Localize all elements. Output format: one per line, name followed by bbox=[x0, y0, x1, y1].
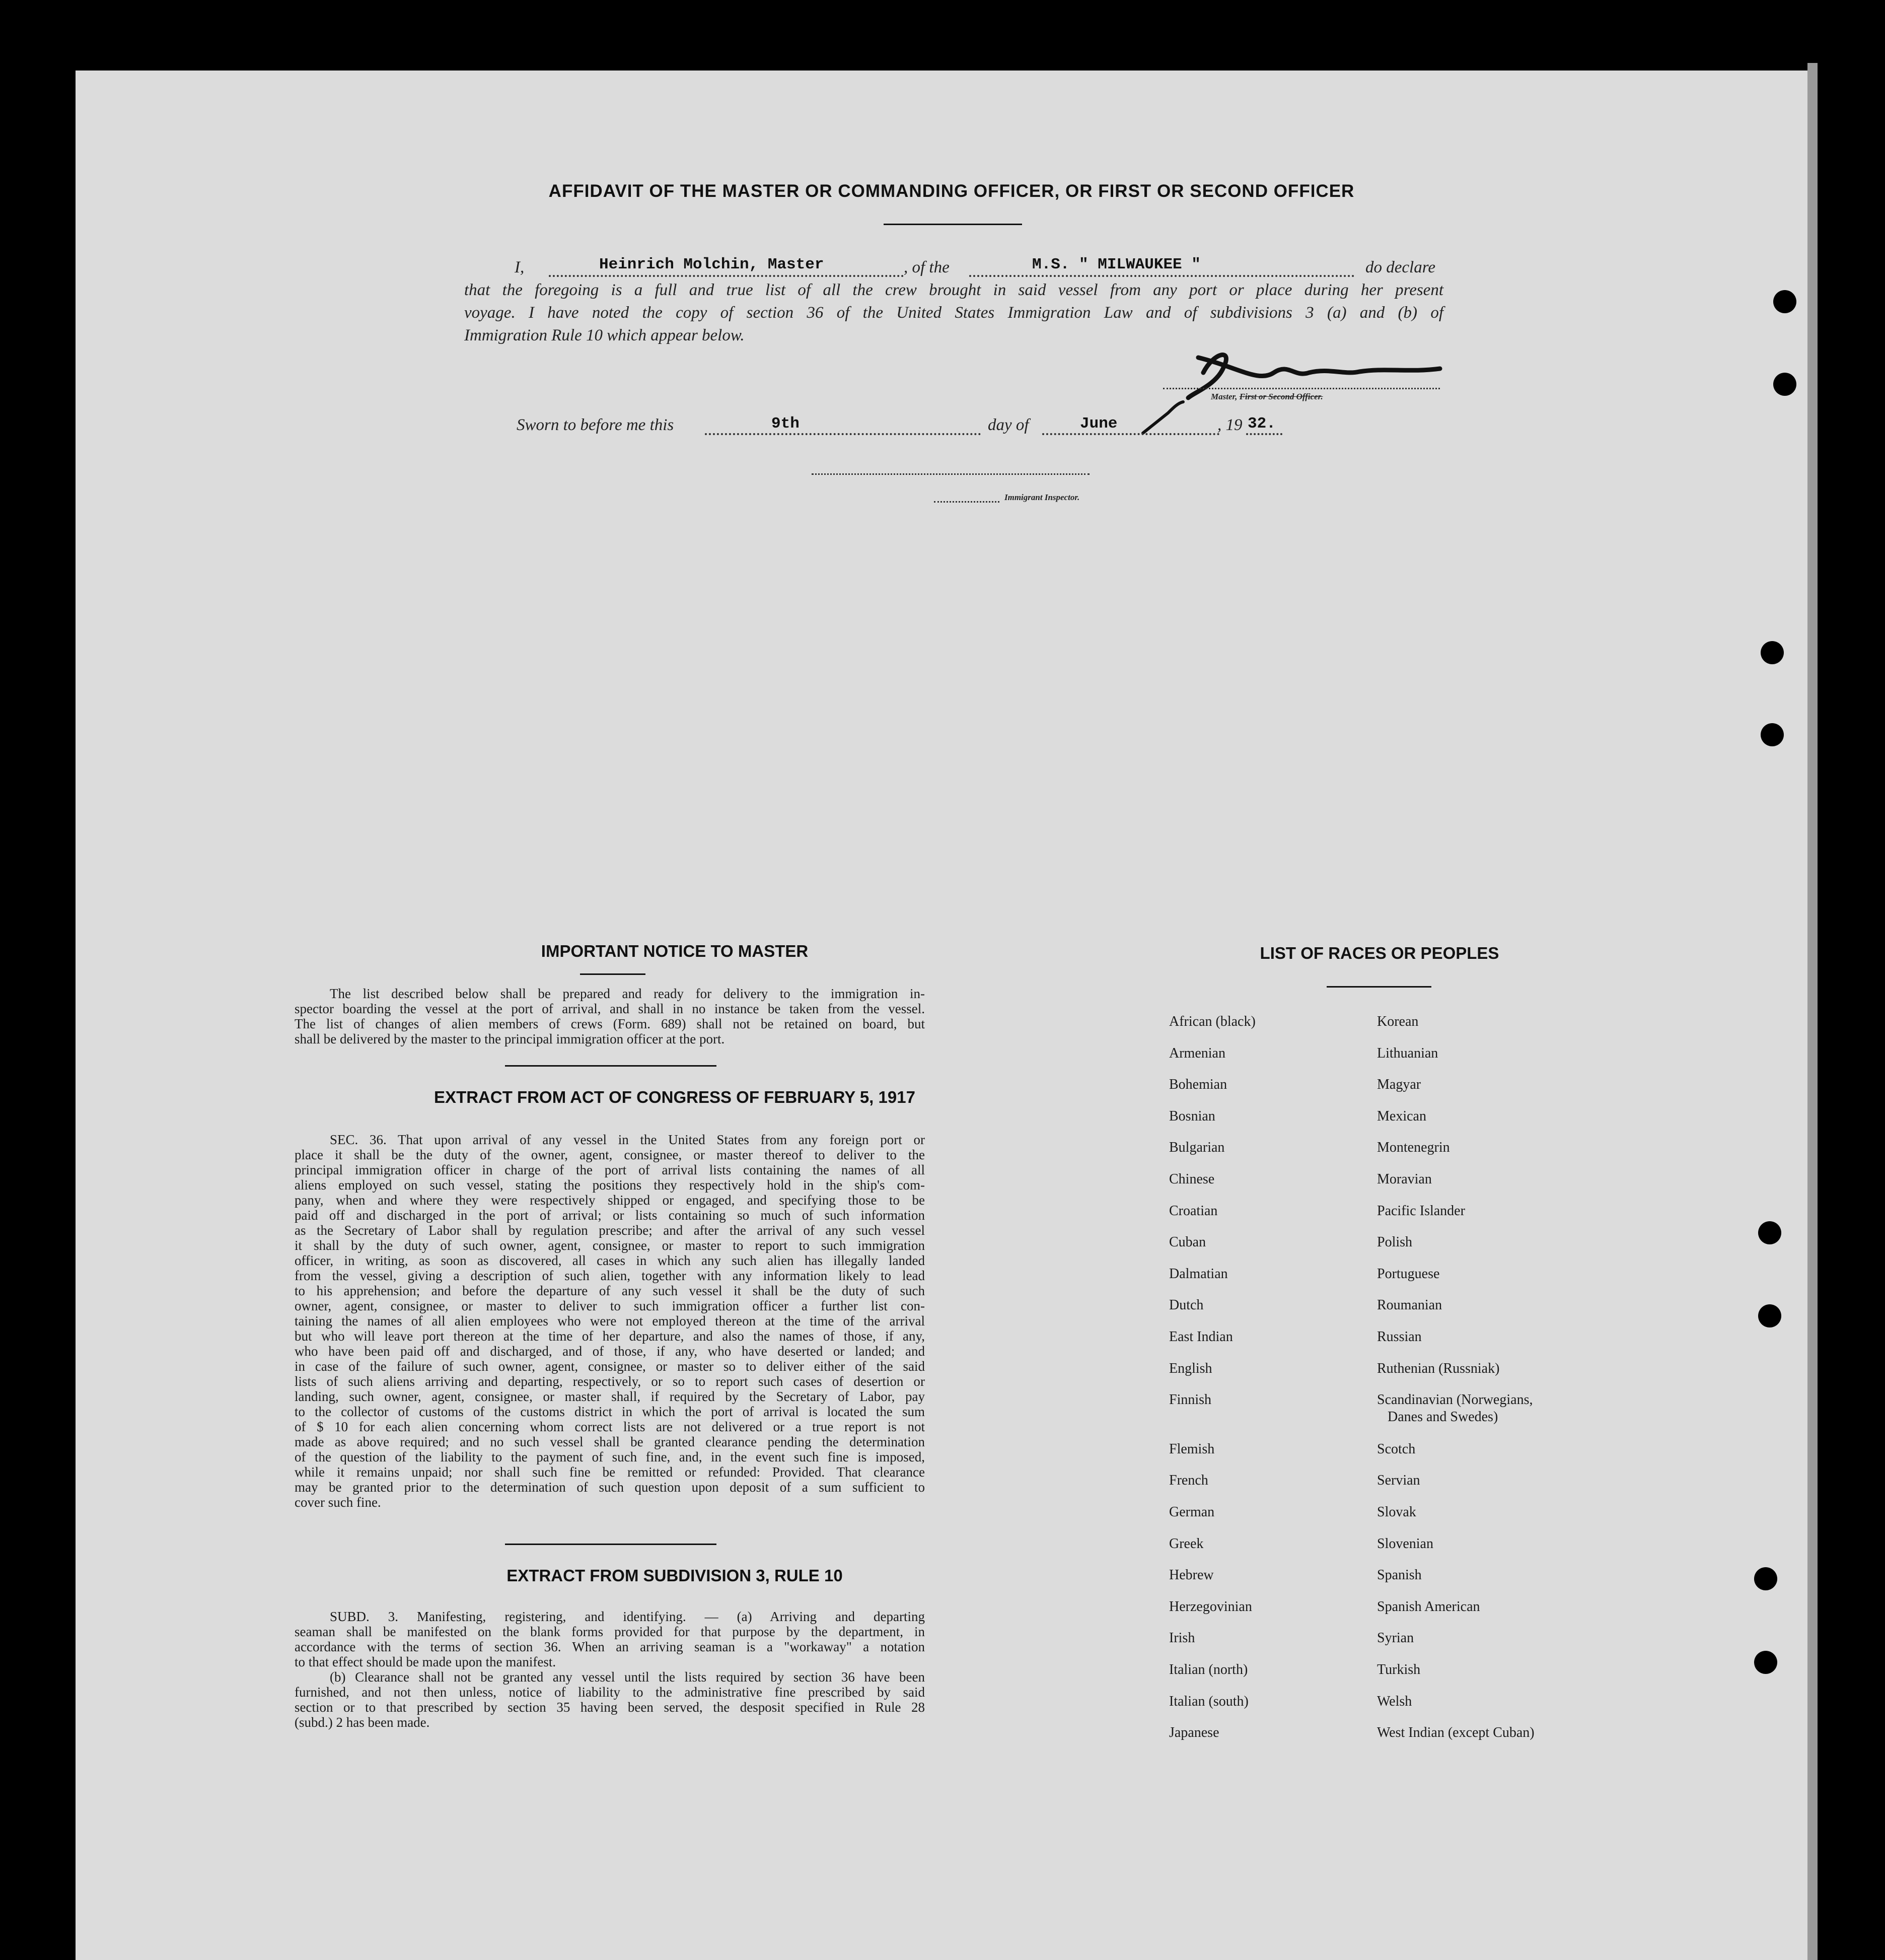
act-line: lists of such aliens arriving and departing, respectively, or so to report such cases of desertion or bbox=[295, 1374, 925, 1389]
race-item: Magyar bbox=[1377, 1077, 1421, 1092]
rule-line: furnished, and not then unless, notice of liability to the administrative fine prescribed by said bbox=[295, 1685, 925, 1700]
caption-struck-officer: First or Second Officer. bbox=[1239, 392, 1323, 401]
race-item: Polish bbox=[1377, 1234, 1413, 1250]
race-item: Flemish bbox=[1169, 1441, 1215, 1457]
race-item: Slovak bbox=[1377, 1504, 1416, 1520]
race-item: Turkish bbox=[1377, 1662, 1421, 1677]
punch-hole bbox=[1761, 723, 1784, 746]
rule-line: section or to that prescribed by section 35 having been served, the desposit specified in Rule 28 bbox=[295, 1700, 925, 1715]
vessel-field-line bbox=[969, 275, 1354, 277]
race-item: Servian bbox=[1377, 1473, 1420, 1488]
race-item: Mexican bbox=[1377, 1108, 1426, 1124]
year-field-line bbox=[1246, 433, 1282, 435]
race-item: Scotch bbox=[1377, 1441, 1416, 1457]
rule-line: (subd.) 2 has been made. bbox=[295, 1715, 430, 1730]
sworn-year-field: 32. bbox=[1248, 415, 1276, 433]
race-item: Korean bbox=[1377, 1014, 1419, 1029]
act-line: officer, in writing, as soon as discovered, all cases in which any such alien has illegally landed bbox=[295, 1253, 925, 1268]
race-item: Roumanian bbox=[1377, 1297, 1442, 1313]
vessel-name-field: M.S. " MILWAUKEE " bbox=[1032, 256, 1201, 273]
act-line: to his apprehension; and before the departure of any such vessel it shall be the duty of such bbox=[295, 1283, 925, 1298]
rule-line: seaman shall be manifested on the blank forms provided for that purpose by the department, in bbox=[295, 1624, 925, 1639]
races-underline bbox=[1327, 986, 1431, 988]
race-item: Welsh bbox=[1377, 1694, 1412, 1709]
race-item: Armenian bbox=[1169, 1045, 1225, 1061]
punch-hole bbox=[1773, 373, 1796, 396]
notice-line-2: spector boarding the vessel at the port of arrival, and shall in no instance be taken from the vessel. bbox=[295, 1001, 925, 1016]
act-line: paid off and discharged in the port of arrival; or lists containing so much of such information bbox=[295, 1208, 925, 1223]
race-item: Pacific Islander bbox=[1377, 1203, 1465, 1219]
race-item: Russian bbox=[1377, 1329, 1422, 1345]
affidavit-line-2: that the foregoing is a full and true list of all the crew brought in said vessel from any port or place during her present bbox=[464, 281, 1443, 299]
inspector-dotted-lead bbox=[934, 501, 999, 503]
race-item: Hebrew bbox=[1169, 1567, 1214, 1583]
affidavit-line-4: Immigration Rule 10 which appear below. bbox=[464, 326, 745, 344]
race-item: Finnish bbox=[1169, 1392, 1212, 1408]
sworn-day-field: 9th bbox=[771, 415, 800, 433]
punch-hole bbox=[1754, 1651, 1777, 1674]
race-item: Chinese bbox=[1169, 1171, 1215, 1187]
race-item: Montenegrin bbox=[1377, 1140, 1450, 1155]
page-edge bbox=[1807, 63, 1818, 1960]
race-item: Irish bbox=[1169, 1630, 1195, 1646]
race-item: Syrian bbox=[1377, 1630, 1414, 1646]
race-item: English bbox=[1169, 1361, 1212, 1376]
act-line: place it shall be the duty of the owner, agent, consignee, or master thereof to deliver to the bbox=[295, 1147, 925, 1162]
race-item: Lithuanian bbox=[1377, 1045, 1438, 1061]
race-item: Herzegovinian bbox=[1169, 1599, 1252, 1615]
act-title: EXTRACT FROM ACT OF CONGRESS OF FEBRUARY 5, 1917 bbox=[434, 1088, 915, 1106]
race-item: Cuban bbox=[1169, 1234, 1206, 1250]
inspector-label: Immigrant Inspector. bbox=[1004, 493, 1080, 502]
name-field-line bbox=[549, 275, 904, 277]
act-line: it shall by the duty of such owner, agent, consignee, or master to report to such immigration bbox=[295, 1238, 925, 1253]
act-line: to the collector of customs of the customs district in which the port of arrival is located the sum bbox=[295, 1404, 925, 1419]
signature-line bbox=[1163, 388, 1440, 389]
notice-underline bbox=[580, 973, 645, 975]
race-item: Dalmatian bbox=[1169, 1266, 1228, 1282]
sworn-label: Sworn to before me this bbox=[517, 416, 674, 434]
affidavit-i-label: I, bbox=[515, 258, 525, 276]
act-line: may be granted prior to the determination of such question upon deposit of a sum sufficient to bbox=[295, 1480, 925, 1495]
race-item: Spanish bbox=[1377, 1567, 1422, 1583]
race-item: Croatian bbox=[1169, 1203, 1218, 1219]
punch-hole bbox=[1773, 290, 1796, 313]
day-of-label: day of bbox=[988, 416, 1029, 434]
title-underline bbox=[884, 224, 1022, 225]
caption-master: Master, bbox=[1211, 392, 1238, 401]
notice-line-1: The list described below shall be prepared and ready for delivery to the immigration in- bbox=[330, 986, 925, 1001]
affidavit-title: AFFIDAVIT OF THE MASTER OR COMMANDING OFFICER, OR FIRST OR SECOND OFFICER bbox=[548, 181, 1355, 201]
inspector-signature-line bbox=[812, 473, 1090, 475]
punch-hole bbox=[1758, 1304, 1781, 1327]
races-title: LIST OF RACES OR PEOPLES bbox=[1260, 944, 1499, 962]
race-item: Italian (south) bbox=[1169, 1694, 1249, 1709]
act-line: cover such fine. bbox=[295, 1495, 381, 1510]
act-line: SEC. 36. That upon arrival of any vessel in the United States from any foreign port or bbox=[330, 1132, 925, 1147]
race-item: Spanish American bbox=[1377, 1599, 1480, 1615]
signature-caption bbox=[1211, 392, 1323, 402]
race-item: East Indian bbox=[1169, 1329, 1233, 1345]
rule-body bbox=[295, 1609, 925, 1730]
act-line: owner, agent, consignee, or master to deliver to such immigration officer a further list con- bbox=[295, 1298, 925, 1313]
month-field-line bbox=[1042, 433, 1219, 435]
sworn-month-field: June bbox=[1080, 415, 1118, 433]
race-item: Ruthenian (Russniak) bbox=[1377, 1361, 1500, 1376]
race-item: French bbox=[1169, 1473, 1208, 1488]
rule-title: EXTRACT FROM SUBDIVISION 3, RULE 10 bbox=[506, 1566, 843, 1585]
act-line: principal immigration officer in charge of the port of arrival lists containing the names of all bbox=[295, 1162, 925, 1177]
rule-line: (b) Clearance shall not be granted any vessel until the lists required by section 36 have been bbox=[330, 1669, 925, 1685]
punch-hole bbox=[1761, 641, 1784, 664]
notice-body bbox=[295, 986, 925, 1046]
act-line: but who will leave port thereon at the time of her departure, and also the names of those, if any, bbox=[295, 1328, 925, 1344]
rule-line: SUBD. 3. Manifesting, registering, and identifying. — (a) Arriving and departing bbox=[330, 1609, 925, 1624]
race-item: Dutch bbox=[1169, 1297, 1204, 1313]
act-line: in case of the failure of such owner, agent, consignee, or master so to deliver either of the said bbox=[295, 1359, 925, 1374]
notice-divider bbox=[505, 1065, 716, 1067]
act-line: while it remains unpaid; nor shall such fine be remitted or refunded: Provided. That clearance bbox=[295, 1464, 925, 1480]
act-line: as the Secretary of Labor shall by regulation prescribe; and after the arrival of any such vessel bbox=[295, 1223, 925, 1238]
act-line: aliens employed on such vessel, stating the positions they respectively hold in the ship's com- bbox=[295, 1177, 925, 1193]
act-line: of the question of the liability to the payment of such fine, and, in the event such fine is imposed, bbox=[295, 1449, 925, 1464]
race-item: Moravian bbox=[1377, 1171, 1432, 1187]
act-line: made as above required; and no such vessel shall be granted clearance pending the determination bbox=[295, 1434, 925, 1449]
act-line: from the vessel, giving a description of such alien, together with any information likely to lead bbox=[295, 1268, 925, 1283]
punch-hole bbox=[1754, 1567, 1777, 1590]
act-line: pany, when and where they were respectively shipped or engaged, and specifying those to be bbox=[295, 1193, 925, 1208]
race-item: Greek bbox=[1169, 1536, 1204, 1552]
race-item: German bbox=[1169, 1504, 1215, 1520]
race-item: Bosnian bbox=[1169, 1108, 1215, 1124]
race-item: Bohemian bbox=[1169, 1077, 1227, 1092]
race-item: Italian (north) bbox=[1169, 1662, 1248, 1677]
do-declare-label: do declare bbox=[1365, 258, 1435, 276]
affidavit-line-3: voyage. I have noted the copy of section 36 of the United States Immigration Law and of subdivisions 3 (a) and (b) of bbox=[464, 304, 1443, 322]
notice-line-3: The list of changes of alien members of crews (Form. 689) shall not be retained on board, but bbox=[295, 1016, 925, 1031]
of-the-label: , of the bbox=[904, 258, 950, 276]
act-line: who have been paid off and discharged, and of those, if any, who have deserted or landed; and bbox=[295, 1344, 925, 1359]
day-field-line bbox=[705, 433, 981, 435]
race-item: African (black) bbox=[1169, 1014, 1256, 1029]
act-body bbox=[295, 1132, 925, 1510]
notice-title: IMPORTANT NOTICE TO MASTER bbox=[541, 942, 809, 960]
act-divider bbox=[505, 1544, 716, 1545]
master-name-field: Heinrich Molchin, Master bbox=[599, 256, 824, 273]
act-line: landing, such owner, agent, consignee, or master shall, if required by the Secretary of Labor, pay bbox=[295, 1389, 925, 1404]
race-item: Portuguese bbox=[1377, 1266, 1440, 1282]
act-line: of $ 10 for each alien concerning whom correct lists are not delivered or a true report is not bbox=[295, 1419, 925, 1434]
race-item: Japanese bbox=[1169, 1725, 1219, 1740]
act-line: taining the names of all alien employees who were not employed thereon at the time of the arrival bbox=[295, 1313, 925, 1328]
race-item: Scandinavian (Norwegians, Danes and Swedes) bbox=[1377, 1392, 1533, 1425]
race-item: Bulgarian bbox=[1169, 1140, 1225, 1155]
race-item: Slovenian bbox=[1377, 1536, 1433, 1552]
punch-hole bbox=[1758, 1221, 1781, 1244]
notice-line-4: shall be delivered by the master to the principal immigration officer at the port. bbox=[295, 1031, 725, 1046]
year-prefix-label: , 19 bbox=[1217, 416, 1243, 434]
rule-line: accordance with the terms of section 36. When an arriving seaman is a "workaway" a notation bbox=[295, 1639, 925, 1654]
race-item: West Indian (except Cuban) bbox=[1377, 1725, 1535, 1740]
rule-line: to that effect should be made upon the manifest. bbox=[295, 1654, 556, 1669]
